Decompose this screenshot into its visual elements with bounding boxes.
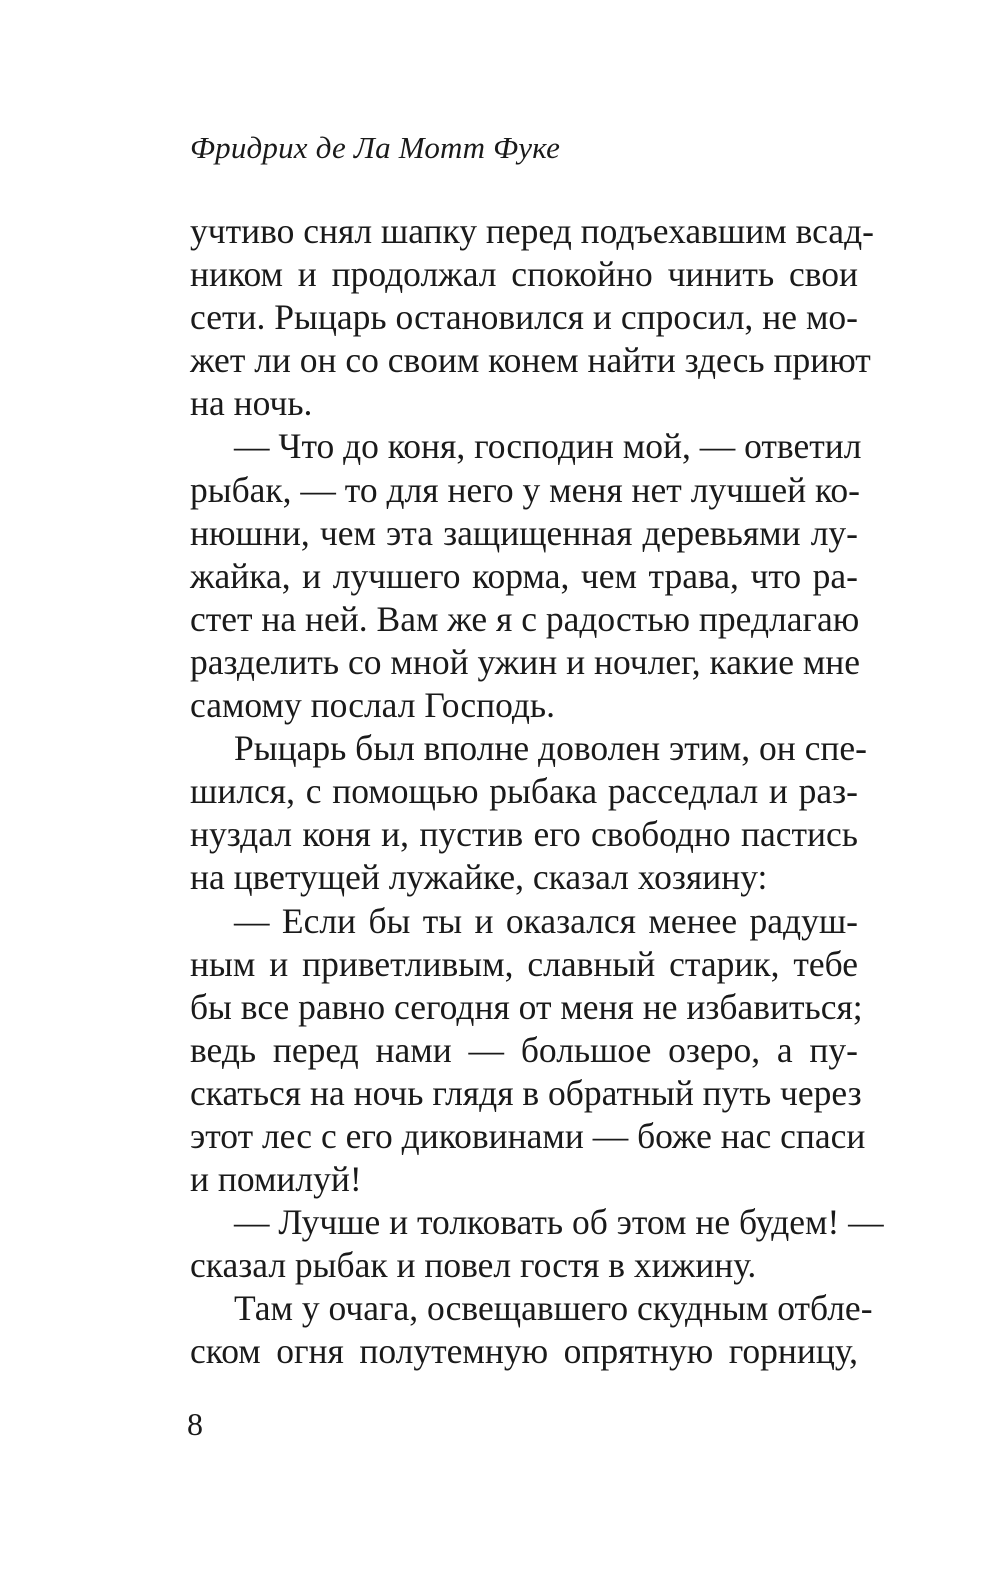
text-line: рыбак, — то для него у меня нет лучшей ко-: [190, 469, 860, 510]
text-line: нюшни, чем эта защищенная деревьями лу-: [190, 512, 858, 553]
text-line: скаться на ночь глядя в обратный путь через: [190, 1072, 862, 1113]
text-line: на цветущей лужайке, сказал хозяину:: [190, 857, 768, 898]
text-line: Рыцарь был вполне доволен этим, он спе-: [234, 728, 867, 769]
text-line: на ночь.: [190, 383, 313, 424]
text-line: — Что до коня, господин мой, — ответил: [234, 426, 862, 467]
text-line: ском огня полутемную опрятную горницу,: [190, 1331, 858, 1372]
text-line: Там у очага, освещавшего скудным отбле-: [234, 1288, 873, 1329]
text-line: стет на ней. Вам же я с радостью предлагаю: [190, 598, 860, 639]
text-line: ведь перед нами — большое озеро, а пу-: [190, 1029, 858, 1070]
text-line: — Лучше и толковать об этом не будем! —: [234, 1202, 884, 1243]
text-line: самому послал Господь.: [190, 685, 555, 726]
text-line: и помилуй!: [190, 1159, 362, 1200]
text-line: ником и продолжал спокойно чинить свои: [190, 254, 858, 295]
text-line: учтиво снял шапку перед подъехавшим всад-: [190, 211, 874, 251]
text-line: жет ли он со своим конем найти здесь приют: [190, 340, 871, 381]
running-head: Фридрих де Ла Мотт Фуке: [190, 130, 561, 165]
text-line: нуздал коня и, пустив его свободно пастись: [190, 814, 858, 855]
text-line: шился, с помощью рыбака расседлал и раз-: [190, 771, 858, 812]
body-text: [190, 210, 884, 1374]
text-line: сети. Рыцарь остановился и спросил, не мо-: [190, 297, 858, 338]
text-line: жайка, и лучшего корма, чем трава, что ра-: [190, 555, 858, 596]
page-number: 8: [187, 1406, 203, 1442]
text-line: сказал рыбак и повел гостя в хижину.: [190, 1245, 757, 1286]
text-line: бы все равно сегодня от меня не избавиться;: [190, 986, 863, 1027]
text-line: — Если бы ты и оказался менее радуш-: [234, 900, 858, 941]
text-line: разделить со мной ужин и ночлег, какие мне: [190, 641, 861, 682]
text-line: ным и приветливым, славный старик, тебе: [190, 943, 858, 984]
text-line: этот лес с его диковинами — боже нас спаси: [190, 1115, 866, 1156]
